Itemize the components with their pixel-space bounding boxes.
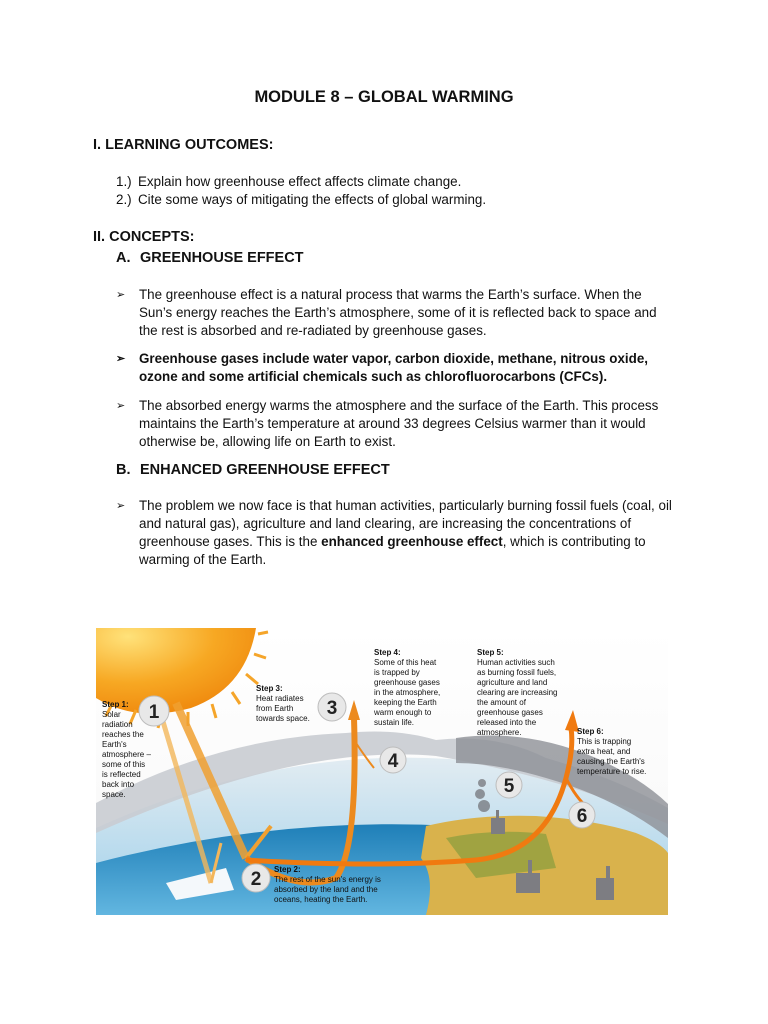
arrow-bullet-icon: ➢ xyxy=(116,289,126,301)
bullet-text: The greenhouse effect is a natural process that warms the Earth’s surface. When the Sun’s energy reaches the Earth’s atmosphere, some of it is reflected back to space and the rest is absorbed and re-radiated by greenhouse gases. xyxy=(139,287,657,338)
bullet-text: The problem we now face is that human activities, particularly burning fossil fuels (coal, oil and natural gas), agriculture and land clearing, are increasing the concentrations of greenhouse gases. This is the enhanced greenhouse effect, which is contributing to warming of the Earth. xyxy=(139,498,672,567)
svg-text:2: 2 xyxy=(250,869,262,890)
bullet-item xyxy=(116,497,676,569)
greenhouse-diagram-svg xyxy=(96,628,668,915)
step6-text: This is trapping extra heat, and causing the Earth's temperature to rise. xyxy=(577,737,647,776)
outcomes-list xyxy=(116,173,486,209)
bullet-item xyxy=(116,397,676,451)
step5-label: Step 5: xyxy=(477,648,504,657)
subsection-b-heading xyxy=(116,462,390,478)
arrow-bullet-icon: ➢ xyxy=(116,353,126,365)
list-item xyxy=(116,173,486,191)
bullet-item xyxy=(116,286,676,340)
step-number-1 xyxy=(139,696,169,726)
bullet-text: The absorbed energy warms the atmosphere and the surface of the Earth. This process maintains the Earth’s temperature at around 33 degrees Celsius warmer than it would otherwise be, allowing life on Earth to exist. xyxy=(139,398,659,449)
subsection-a-heading xyxy=(116,250,304,266)
step-number-6 xyxy=(569,802,595,828)
svg-text:6: 6 xyxy=(576,806,588,827)
bold-term: enhanced greenhouse effect xyxy=(321,534,503,549)
step4-label: Step 4: xyxy=(374,648,401,657)
bullet-text: Greenhouse gases include water vapor, carbon dioxide, methane, nitrous oxide, ozone and some artificial chemicals such as chlorofluorocarbons (CFCs). xyxy=(139,351,648,384)
subsection-label: B. xyxy=(116,462,131,478)
step1-text: Solar radiation reaches the Earth's atmosphere – some of this is reflected back into space. xyxy=(102,710,151,799)
step5-text: Human activities such as burning fossil fuels, agriculture and land clearing are increasing the amount of greenhouse gases released into the atmosphere. xyxy=(477,658,558,737)
step1-label: Step 1: xyxy=(102,700,129,709)
svg-text:5: 5 xyxy=(503,776,515,797)
item-number: 2.) xyxy=(116,192,132,207)
learning-outcomes-heading: I. LEARNING OUTCOMES: xyxy=(93,137,274,153)
step3-label: Step 3: xyxy=(256,684,283,693)
item-text: Cite some ways of mitigating the effects of global warming. xyxy=(138,192,487,207)
item-text: Explain how greenhouse effect affects climate change. xyxy=(138,174,462,189)
step3-text: Heat radiates from Earth towards space. xyxy=(256,694,310,723)
step-number-5 xyxy=(496,772,522,798)
step2-label: Step 2: xyxy=(274,865,301,874)
bullet-item xyxy=(116,350,676,386)
item-number: 1.) xyxy=(116,174,132,189)
module-title: MODULE 8 – GLOBAL WARMING xyxy=(254,88,514,106)
step-number-2 xyxy=(242,864,270,892)
svg-text:3: 3 xyxy=(326,698,338,719)
step-number-3 xyxy=(318,693,346,721)
arrow-bullet-icon: ➢ xyxy=(116,500,126,512)
step2-text: The rest of the sun's energy is absorbed by the land and the oceans, heating the Earth. xyxy=(274,875,381,904)
step4-text: Some of this heat is trapped by greenhouse gases in the atmosphere, keeping the Earth warm enough to sustain life. xyxy=(374,658,441,727)
concepts-heading: II. CONCEPTS: xyxy=(93,229,195,245)
svg-text:4: 4 xyxy=(387,751,399,772)
step-number-4 xyxy=(380,747,406,773)
list-item xyxy=(116,191,486,209)
arrow-bullet-icon: ➢ xyxy=(116,400,126,412)
step6-label: Step 6: xyxy=(577,727,604,736)
subsection-label: A. xyxy=(116,250,131,266)
subsection-title: GREENHOUSE EFFECT xyxy=(140,250,304,266)
svg-text:1: 1 xyxy=(148,702,160,723)
subsection-title: ENHANCED GREENHOUSE EFFECT xyxy=(140,462,390,478)
greenhouse-diagram xyxy=(96,628,668,915)
